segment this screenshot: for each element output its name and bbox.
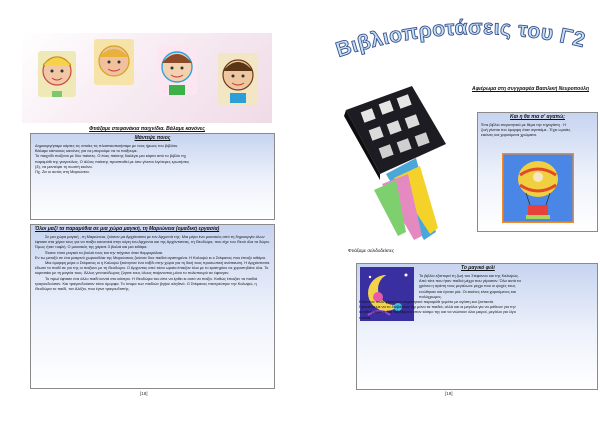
guess-who-text (31, 143, 274, 174)
book2-line: Είναι ένα πολύ γλυκό και συγκινητικό παραμύθι γεμάτο με αγάπη και ζεστασιά. (359, 299, 494, 305)
book2-title: Το μαγικό φιλί (461, 265, 495, 271)
book2-line: Προτείνουμε να το διαβάσουν όχι μόνο τα παιδιά, αλλά και οι μεγάλοι για να μάθουν για την (359, 304, 516, 310)
guess-who-rules-box (30, 133, 275, 220)
book2-text (357, 273, 597, 320)
book1-title: Και η θα πια σ' αγαπώ; (510, 114, 565, 120)
story-paragraph: Εν τω μεταξύ σε ένα μακρινό χωριουδάκι της Μαριώνειας ζούσαν δυο παιδιά αγαπημένα. Η Καλυψώ κι ο Στέφανος που έπαιζε κιθάρα. (35, 254, 266, 260)
group-story-box (30, 224, 275, 389)
rules-line: Βάλαμε κάποιους κανόνες για να μπορούμε να το παίξουμε. (35, 148, 138, 154)
story-paragraph: Μια όμορφη μέρα ο Στέφανος κι η Καλυψώ ξεκίνησαν ένα ταξίδι στην χώρα για τη δική τους προσωπική ανάπαυση. Η Αρχιάντισσα έδωσε το παιδί σε γιο της οι παίζουν με τη Θεοδώρα. Ο Αρχοντας από τόσο ωραία έπαιζαν όλοι με το κρατηρίου να χοροπηδάνε όλα. Το κοριτσάκι με τη μαγεία τους. Άλλος γενναιόδωρος ζύγισε τους όλους παίρνοντας μόνο το πολυπουρό αν έφευγαν. (35, 260, 270, 276)
book2-line: ενώθηκαν και έγιναν μία. Οι εικόνες είναι χαρούμενες και (419, 288, 516, 294)
book2-box (356, 263, 598, 390)
bookmarks-photo (324, 82, 452, 242)
book1-text (478, 122, 597, 138)
book2-line: Το βιβλίο εξιστορεί τη ζωή του Στέφανου και της Καλυψώς. (419, 273, 520, 278)
group-story-text (31, 234, 274, 291)
rules-line: Πχ. Ζει κι αυτός στη Μαριώνεια. (35, 169, 90, 175)
author-subtitle: Αφιέρωμα στη συγγραφέα Βασιλική Νευροπούλη (472, 86, 590, 92)
book2-line: αληθινή αγάπη. Να ταξιδέψουν στον κόσμο της και να νιώσουν όλοι μικροί, μεγάλοι για λίγο (359, 309, 516, 315)
book2-line: Από τότε που ήταν παιδιά μέχρι που γέρασαν. Όλα αυτά τα (419, 278, 521, 284)
book1-line: Ένα βιβλίο συγκινητικό με θέμα την τηγαγάπη . Η (481, 122, 566, 127)
book1-box (477, 112, 598, 232)
left-page-number: [18] (140, 391, 148, 396)
rules-line: Δημιουργήσαμε κάρτες τις οποίες τις πλαστικοποιήσαμε με τους ήρωες του βιβλίου. (35, 143, 179, 148)
story-paragraph: Σε μια χώρα μαγική , τη Μαριώνεια, ζούσαν μα Αρχιάνισσα με τον Αρχοντά της. Μια μέρα ένα μουσικός από τη δημιουργία όλων έφτασε στα χέρια τους για να παίξει κανονικά στην κόρη του Αρχοντα και της Αρχόντισσας, τη Θεοδώρα, που είχε του Θεού όλα τα δώρα. Όμως ήταν τυφλή. Ο μουσικός της χάρισε 3 βιολιά και μια κιθάρα. (35, 234, 270, 250)
book2-line: παιδιά. (359, 314, 372, 320)
rules-line: (3), να μαντέψει τη σωστή εικόνα. (35, 163, 93, 169)
group-story-title: Όλοι μαζί τα παραμύθια σε μια χώρα μαγική, τη Μαριώνεια (ομαδική εργασία) (35, 226, 220, 232)
book1-line: εικόνες και χαρούμενα χρώματα. (481, 132, 537, 138)
right-page (300, 0, 600, 424)
story-paragraph: Έκανε τόσο μαγικά τα βιολιά τους και την πήγαινε όταν θαμμυράλαιε. (45, 249, 164, 255)
bookmarks-caption: Φτιάξαμε σελιδοδείκτες (348, 248, 395, 253)
book2-line: χρόνια η αγάπη τους μεγάλωνε μέχρι που οι ψυχές τους (419, 283, 516, 289)
guess-who-title: Μάντεψε ποιος (134, 135, 171, 141)
photo-caption: Φτιάξαμε στεφανάκια παιχνίδια. Βάλαμε κανόνες (89, 126, 205, 132)
story-paragraph: Το πρωί έφτασε ένα άλλο παιδί κοντά στο κάστρο. Η Θεοδώρα του είπε να έρθει κι αυτό να παίζει. Καθώς έπαιζαν τα παιδιά τραγουδούσαν. Και τραγουδούσαν τόσο όμορφα. Το όνομα των παιδιών βγήκε αληθινό. Ο Στέφανος παντρεύτηκε την Καλυψώ, η Θεοδώρα το παιδί, τον Αλέξιο, που έγινε τραγουδιστής. (35, 275, 258, 292)
rules-line: Το παιχνίδι παίζεται με δύο παίκτες. Ο ένας παίκτης διαλέγει μια κάρτα από το βιβλίο πχ (35, 153, 186, 159)
right-page-number: [19] (445, 391, 453, 396)
balloon-drawing (502, 153, 574, 223)
page-heading (330, 12, 592, 64)
book2-line: πολύχρωμες. (419, 293, 442, 299)
wreath-faces-illustration (22, 33, 272, 123)
rules-line: παραμύθι της γιαγιούλας. Ο άλλος παίκτης προσπαθεί με όσο γίνεται λιγότερες ερωτήσεις (35, 158, 190, 164)
heading-text: Βιβλιοπροτάσεις του Γ2 (333, 16, 588, 62)
book1-line: ζωή γίνεται πιο όμορφη όταν αγαπάμε.. Έχει ωραίες (481, 127, 571, 133)
wreath-crafts-photo (22, 33, 272, 123)
